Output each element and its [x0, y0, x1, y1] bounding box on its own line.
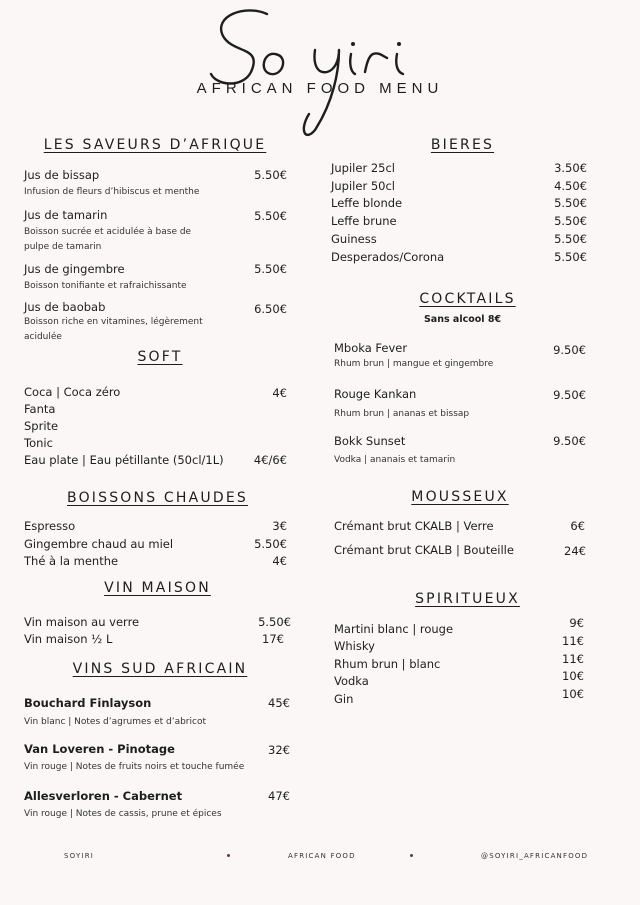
item-name: Allesverloren - Cabernet [24, 789, 183, 803]
item-description: acidulée [24, 332, 62, 342]
item-name: Tonic [24, 436, 53, 450]
section-title-mousseux: MOUSSEUX [411, 489, 509, 505]
item-name: Sprite [24, 419, 59, 433]
item-price: 4€/6€ [253, 453, 287, 467]
item-name: Vin maison ½ L [24, 632, 113, 646]
item-price: 6.50€ [254, 302, 287, 316]
item-price: 24€ [564, 544, 586, 558]
item-price: 5.50€ [554, 250, 587, 264]
item-name: Leffe brune [331, 214, 397, 228]
item-price: 5.50€ [554, 214, 587, 228]
item-description: Boisson sucrée et acidulée à base de [24, 227, 192, 237]
item-name: Vin maison au verre [24, 615, 140, 629]
item-description: Vodka | ananais et tamarin [334, 455, 456, 465]
item-description: Vin rouge | Notes de cassis, prune et épices [24, 809, 222, 819]
item-name: Bouchard Finlayson [24, 696, 152, 710]
item-price: 5.50€ [254, 262, 287, 276]
section-title-vin-maison: VIN MAISON [104, 580, 211, 596]
section-title-soft: SOFT [137, 349, 183, 365]
item-description: Boisson riche en vitamines, légèrement [24, 317, 203, 327]
item-name: Leffe blonde [331, 196, 403, 210]
item-price: 5.50€ [554, 196, 587, 210]
item-price: 4€ [272, 554, 287, 568]
item-price: 5.50€ [258, 615, 291, 629]
item-price: 5.50€ [254, 209, 287, 223]
section-title-bieres: BIERES [430, 137, 495, 153]
item-name: Jus de tamarin [24, 208, 108, 222]
item-name: Van Loveren - Pinotage [24, 742, 175, 756]
item-name: Rhum brun | blanc [334, 657, 441, 671]
item-price: 32€ [268, 743, 290, 757]
item-price: 9.50€ [553, 343, 586, 357]
item-name: Desperados/Corona [331, 250, 445, 264]
item-name: Coca | Coca zéro [24, 385, 121, 399]
item-name: Whisky [334, 639, 375, 653]
footer-handle: @SOYIRI_AFRICANFOOD [481, 852, 589, 860]
item-price: 10€ [562, 687, 584, 701]
item-name: Jupiler 25cl [331, 161, 395, 175]
item-price: 9.50€ [553, 388, 586, 402]
item-price: 3.50€ [554, 161, 587, 175]
item-price: 3€ [272, 519, 287, 533]
footer-tagline: AFRICAN FOOD [288, 852, 356, 860]
item-name: Rouge Kankan [334, 387, 417, 401]
item-price: 5.50€ [254, 168, 287, 182]
item-description: Rhum brun | ananas et bissap [334, 409, 470, 419]
item-price: 4€ [272, 386, 287, 400]
item-description: pulpe de tamarin [24, 242, 102, 252]
footer-brand: SOYIRI [64, 852, 95, 860]
item-description: Infusion de fleurs d’hibiscus et menthe [24, 187, 200, 197]
item-price: 5.50€ [554, 232, 587, 246]
item-name: Vodka [334, 674, 369, 688]
item-price: 9.50€ [553, 434, 586, 448]
so-yiri-logo [205, 2, 425, 142]
item-price: 17€ [262, 632, 284, 646]
item-name: Mboka Fever [334, 341, 408, 355]
item-price: 4.50€ [554, 179, 587, 193]
item-price: 11€ [562, 634, 584, 648]
item-name: Guiness [331, 232, 377, 246]
footer-dot [410, 854, 413, 857]
item-name: Fanta [24, 402, 56, 416]
menu-subtitle: AFRICAN FOOD MENU [196, 80, 444, 97]
item-name: Espresso [24, 519, 76, 533]
item-name: Crémant brut CKALB | Verre [334, 519, 494, 533]
section-title-boissons-chaudes: BOISSONS CHAUDES [67, 490, 248, 506]
footer-dot [227, 854, 230, 857]
item-description: Boisson tonifiante et rafraichissante [24, 281, 187, 291]
item-name: Thé à la menthe [24, 554, 119, 568]
item-description: Rhum brun | mangue et gingembre [334, 359, 494, 369]
section-title-cocktails: COCKTAILS [419, 291, 516, 307]
cocktails-note: Sans alcool 8€ [423, 314, 502, 325]
item-name: Jus de gingembre [24, 262, 125, 276]
item-name: Eau plate | Eau pétillante (50cl/1L) [24, 453, 224, 467]
item-price: 11€ [562, 652, 584, 666]
item-price: 10€ [562, 669, 584, 683]
item-name: Crémant brut CKALB | Bouteille [334, 543, 514, 557]
section-title-saveurs: LES SAVEURS D’AFRIQUE [43, 137, 267, 153]
item-name: Jupiler 50cl [331, 179, 395, 193]
section-title-spiritueux: SPIRITUEUX [415, 591, 520, 607]
item-name: Jus de bissap [24, 168, 100, 182]
item-price: 6€ [570, 519, 585, 533]
item-name: Martini blanc | rouge [334, 622, 454, 636]
item-price: 5.50€ [254, 537, 287, 551]
item-price: 9€ [569, 616, 584, 630]
item-description: Vin rouge | Notes de fruits noirs et touche fumée [24, 762, 245, 772]
item-name: Bokk Sunset [334, 434, 406, 448]
item-name: Jus de baobab [24, 300, 106, 314]
section-title-vins-sud-africain: VINS SUD AFRICAIN [72, 661, 248, 677]
item-name: Gin [334, 692, 354, 706]
item-price: 47€ [268, 789, 290, 803]
item-name: Gingembre chaud au miel [24, 537, 174, 551]
item-description: Vin blanc | Notes d’agrumes et d’abricot [24, 717, 206, 727]
item-price: 45€ [268, 696, 290, 710]
